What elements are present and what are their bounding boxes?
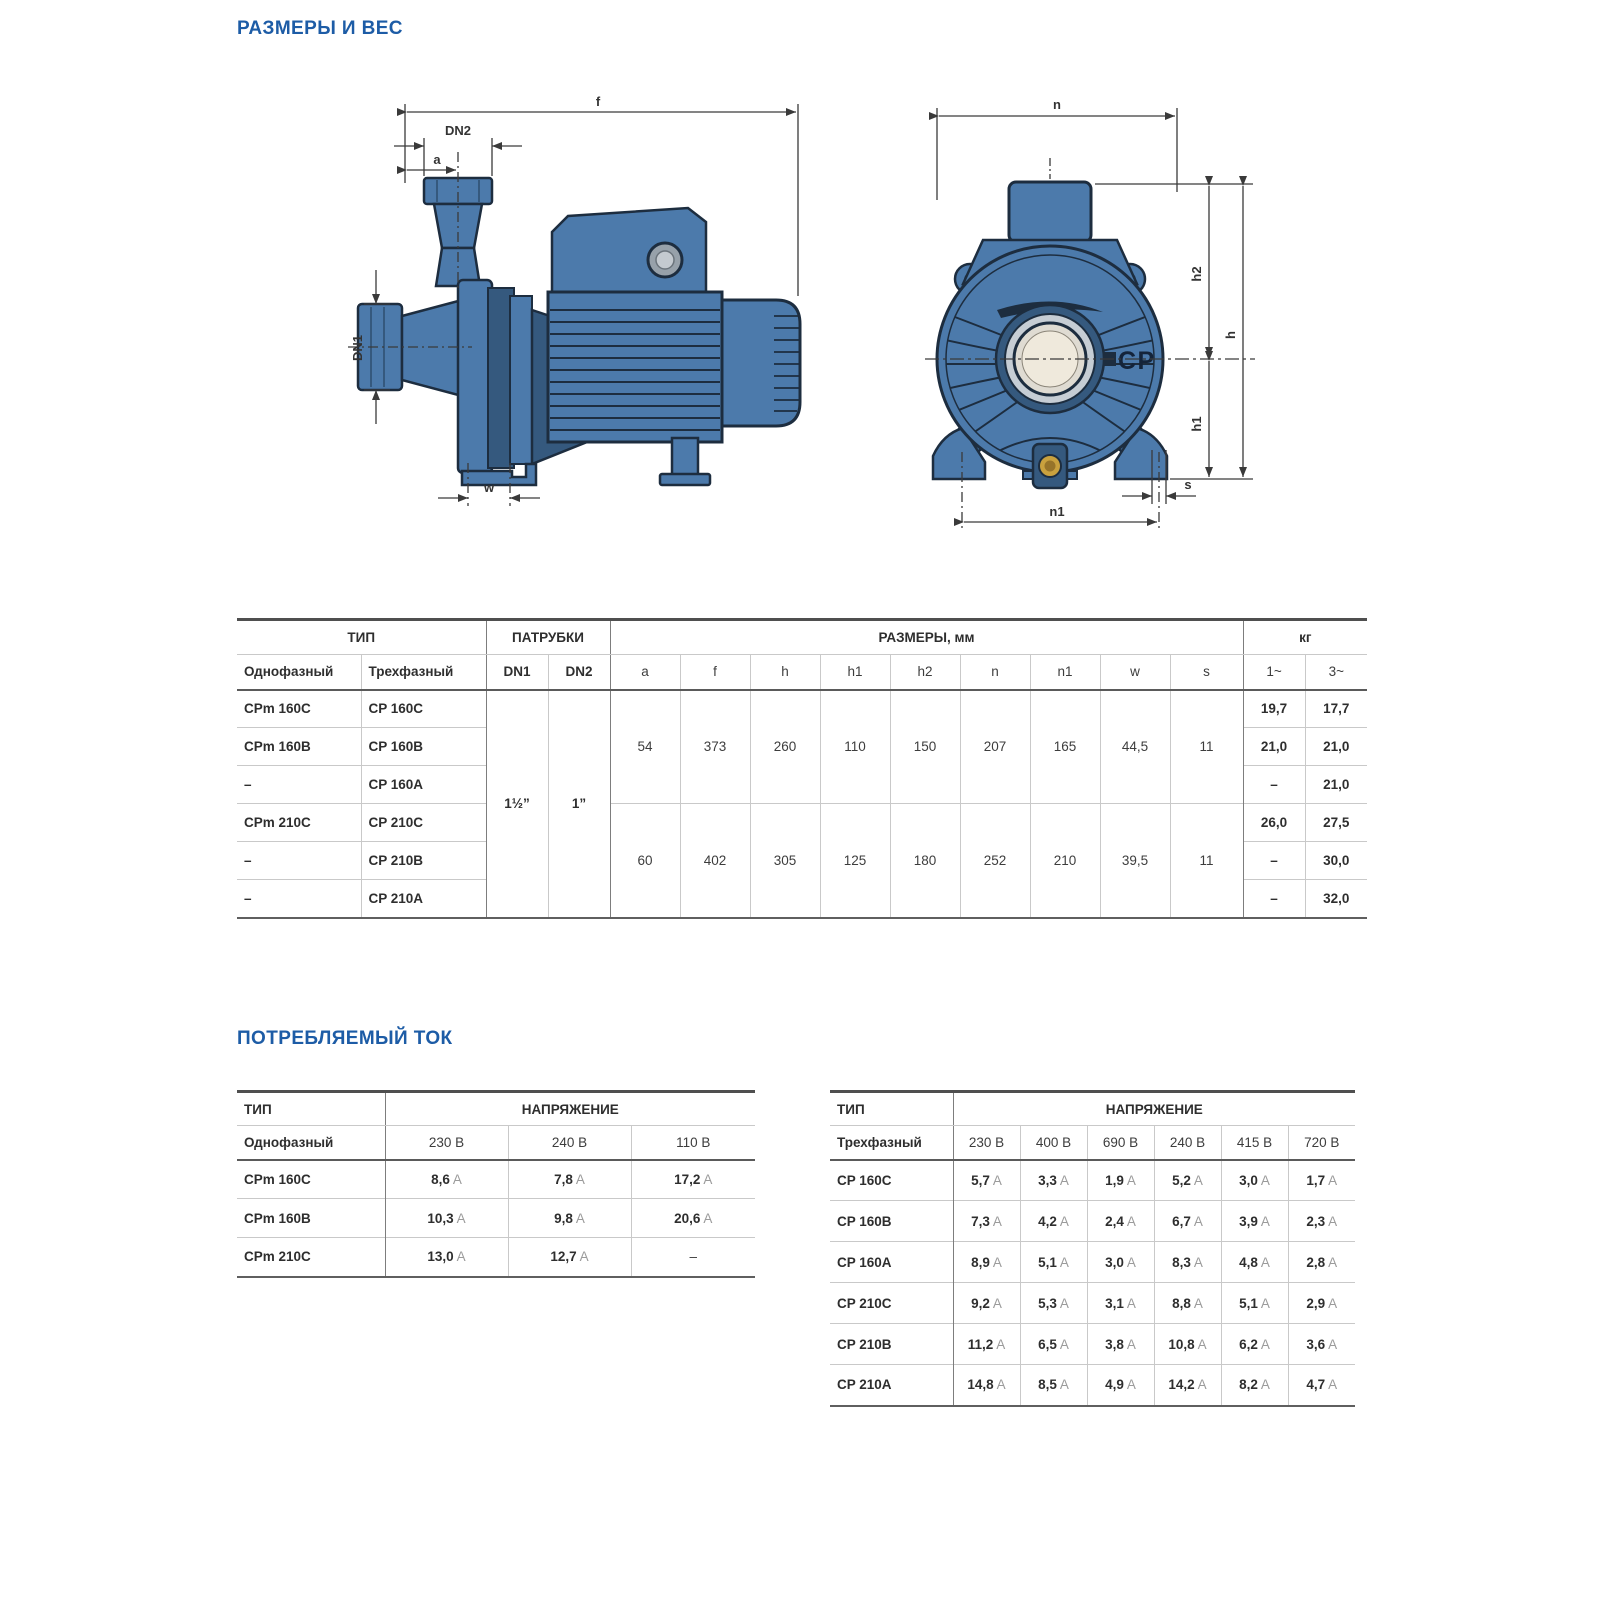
- table-row: [237, 804, 1367, 842]
- current-value-cell: 6,7 A: [1154, 1201, 1221, 1242]
- pump-type-cell: CPm 210C: [237, 1238, 385, 1277]
- pump-type-cell: CP 210C: [361, 804, 486, 842]
- current-value-cell: 7,3 A: [953, 1201, 1020, 1242]
- weight-cell: 26,0: [1243, 804, 1305, 842]
- current-value-cell: 3,9 A: [1221, 1201, 1288, 1242]
- current-value-cell: 14,8 A: [953, 1365, 1020, 1406]
- current-value-cell: 3,0 A: [1221, 1160, 1288, 1201]
- dim-value-cell: 150: [890, 690, 960, 804]
- motor-foot: [672, 438, 698, 476]
- pump-type-cell: –: [237, 766, 361, 804]
- current-value-cell: 14,2 A: [1154, 1365, 1221, 1406]
- dim-value-cell: 252: [960, 804, 1030, 918]
- current-value-cell: 8,9 A: [953, 1242, 1020, 1283]
- header-type: ТИП: [830, 1092, 953, 1126]
- dim-value-cell: 11: [1170, 804, 1243, 918]
- pump-type-cell: CP 210A: [361, 880, 486, 918]
- header-phase: Трехфазный: [837, 1134, 922, 1150]
- three-phase-current-table: [830, 1090, 1355, 1407]
- header-dn1: DN1: [486, 655, 548, 690]
- dn1-value-cell: 1½”: [486, 690, 548, 918]
- pump-side-view-drawing: [340, 78, 830, 543]
- pump-type-cell: CPm 160B: [237, 728, 361, 766]
- current-value-cell: 5,2 A: [1154, 1160, 1221, 1201]
- current-value-cell: 2,3 A: [1288, 1201, 1355, 1242]
- table-row: [830, 1324, 1355, 1365]
- current-value-cell: 4,2 A: [1020, 1201, 1087, 1242]
- current-value-cell: 2,8 A: [1288, 1242, 1355, 1283]
- current-value-cell: 4,8 A: [1221, 1242, 1288, 1283]
- header-phase: Однофазный: [244, 1134, 334, 1150]
- pump-type-cell: –: [237, 880, 361, 918]
- dim-value-cell: 305: [750, 804, 820, 918]
- pump-type-cell: CP 160B: [361, 728, 486, 766]
- pump-front-body: [933, 182, 1167, 488]
- current-value-cell: 9,8 A: [508, 1199, 631, 1238]
- pump-type-cell: CP 160A: [361, 766, 486, 804]
- table-row: [237, 1199, 755, 1238]
- header-weight-3ph: 3~: [1305, 655, 1367, 690]
- dim-label-h2: h2: [1189, 266, 1204, 282]
- dim-value-cell: 54: [610, 690, 680, 804]
- current-value-cell: 13,0 A: [385, 1238, 508, 1277]
- current-value-cell: 1,9 A: [1087, 1160, 1154, 1201]
- dim-value-cell: 402: [680, 804, 750, 918]
- header-ports-group: ПАТРУБКИ: [486, 620, 610, 655]
- current-value-cell: 6,2 A: [1221, 1324, 1288, 1365]
- weight-cell: 21,0: [1243, 728, 1305, 766]
- header-dim-h: h: [750, 655, 820, 690]
- header-dim-f: f: [680, 655, 750, 690]
- header-dn2: DN2: [548, 655, 610, 690]
- header-voltage: НАПРЯЖЕНИЕ: [953, 1092, 1355, 1126]
- current-value-cell: 8,3 A: [1154, 1242, 1221, 1283]
- pump-front-view-drawing: [905, 52, 1280, 572]
- weight-cell: –: [1243, 842, 1305, 880]
- dim-label-f: f: [595, 94, 601, 109]
- cp-logo: CP: [1118, 347, 1156, 375]
- dim-label-n1: n1: [1049, 504, 1065, 519]
- dim-label-a: a: [433, 152, 441, 167]
- header-type: ТИП: [237, 1092, 385, 1126]
- header-dim-a: a: [610, 655, 680, 690]
- current-value-cell: 3,6 A: [1288, 1324, 1355, 1365]
- dim-value-cell: 260: [750, 690, 820, 804]
- voltage-col-header: 230 В: [953, 1126, 1020, 1160]
- dim-value-cell: 44,5: [1100, 690, 1170, 804]
- weight-cell: 21,0: [1305, 728, 1367, 766]
- header-voltage: НАПРЯЖЕНИЕ: [385, 1092, 755, 1126]
- current-value-cell: 1,7 A: [1288, 1160, 1355, 1201]
- dim-value-cell: 210: [1030, 804, 1100, 918]
- dim-label-h1: h1: [1189, 416, 1204, 432]
- voltage-col-header: 240 В: [508, 1126, 631, 1160]
- dim-label-n: n: [1053, 97, 1061, 112]
- weight-cell: 27,5: [1305, 804, 1367, 842]
- voltage-col-header: 690 В: [1087, 1126, 1154, 1160]
- pump-type-cell: CP 160A: [830, 1242, 953, 1283]
- voltage-col-header: 240 В: [1154, 1126, 1221, 1160]
- dim-value-cell: 207: [960, 690, 1030, 804]
- pump-side-body: [358, 178, 800, 485]
- weight-cell: 30,0: [1305, 842, 1367, 880]
- current-value-cell: 2,9 A: [1288, 1283, 1355, 1324]
- weight-cell: 19,7: [1243, 690, 1305, 728]
- voltage-col-header: 400 В: [1020, 1126, 1087, 1160]
- header-dims-group: РАЗМЕРЫ, мм: [610, 620, 1243, 655]
- current-value-cell: 10,3 A: [385, 1199, 508, 1238]
- table-row: [237, 1238, 755, 1277]
- current-value-cell: 3,3 A: [1020, 1160, 1087, 1201]
- current-value-cell: –: [631, 1238, 755, 1277]
- weight-cell: –: [1243, 880, 1305, 918]
- current-value-cell: 20,6 A: [631, 1199, 755, 1238]
- header-three-phase: Трехфазный: [361, 655, 486, 690]
- dim-value-cell: 39,5: [1100, 804, 1170, 918]
- table-row: [237, 1160, 755, 1199]
- motor-foot-pad: [660, 474, 710, 485]
- pump-type-cell: CP 210B: [830, 1324, 953, 1365]
- dim-value-cell: 110: [820, 690, 890, 804]
- table-row: [830, 1160, 1355, 1201]
- dim-label-s: s: [1184, 477, 1192, 492]
- voltage-col-header: 230 В: [385, 1126, 508, 1160]
- pump-type-cell: CP 160C: [361, 690, 486, 728]
- header-weight-1ph: 1~: [1243, 655, 1305, 690]
- dimensions-weight-table: [237, 618, 1367, 919]
- header-single-phase: Однофазный: [244, 664, 334, 680]
- pump-type-cell: –: [237, 842, 361, 880]
- pump-type-cell: CPm 160C: [237, 1160, 385, 1199]
- current-value-cell: 8,5 A: [1020, 1365, 1087, 1406]
- current-value-cell: 3,8 A: [1087, 1324, 1154, 1365]
- pump-type-cell: CP 160B: [830, 1201, 953, 1242]
- section-title-dimensions: РАЗМЕРЫ И ВЕС: [237, 18, 403, 39]
- current-value-cell: 2,4 A: [1087, 1201, 1154, 1242]
- weight-cell: 32,0: [1305, 880, 1367, 918]
- weight-cell: –: [1243, 766, 1305, 804]
- current-value-cell: 12,7 A: [508, 1238, 631, 1277]
- current-value-cell: 6,5 A: [1020, 1324, 1087, 1365]
- dim-label-w: w: [483, 480, 495, 495]
- voltage-col-header: 720 В: [1288, 1126, 1355, 1160]
- current-value-cell: 5,7 A: [953, 1160, 1020, 1201]
- current-value-cell: 3,0 A: [1087, 1242, 1154, 1283]
- pump-type-cell: CP 210B: [361, 842, 486, 880]
- dim-value-cell: 125: [820, 804, 890, 918]
- table-row: [830, 1201, 1355, 1242]
- current-value-cell: 5,3 A: [1020, 1283, 1087, 1324]
- single-phase-current-table: [237, 1090, 755, 1278]
- weight-cell: 21,0: [1305, 766, 1367, 804]
- volute-plate: [458, 280, 492, 473]
- header-dim-w: w: [1100, 655, 1170, 690]
- section-title-current: ПОТРЕБЛЯЕМЫЙ ТОК: [237, 1028, 453, 1049]
- dim-label-h: h: [1223, 331, 1238, 339]
- current-value-cell: 5,1 A: [1020, 1242, 1087, 1283]
- current-value-cell: 4,7 A: [1288, 1365, 1355, 1406]
- current-value-cell: 11,2 A: [953, 1324, 1020, 1365]
- dn2-value-cell: 1”: [548, 690, 610, 918]
- table-row: [830, 1283, 1355, 1324]
- volute-plate: [510, 296, 532, 464]
- dim-value-cell: 180: [890, 804, 960, 918]
- current-value-cell: 17,2 A: [631, 1160, 755, 1199]
- motor-body: [548, 292, 722, 442]
- dim-value-cell: 165: [1030, 690, 1100, 804]
- pump-type-cell: CP 160C: [830, 1160, 953, 1201]
- dim-label-dn1: DN1: [350, 334, 365, 362]
- current-value-cell: 3,1 A: [1087, 1283, 1154, 1324]
- pump-type-cell: CP 210C: [830, 1283, 953, 1324]
- current-value-cell: 10,8 A: [1154, 1324, 1221, 1365]
- weight-cell: 17,7: [1305, 690, 1367, 728]
- header-weight-group: кг: [1243, 620, 1367, 655]
- current-value-cell: 8,8 A: [1154, 1283, 1221, 1324]
- header-dim-s: s: [1170, 655, 1243, 690]
- current-value-cell: 9,2 A: [953, 1283, 1020, 1324]
- current-value-cell: 7,8 A: [508, 1160, 631, 1199]
- header-dim-h2: h2: [890, 655, 960, 690]
- voltage-col-header: 110 В: [631, 1126, 755, 1160]
- dim-value-cell: 60: [610, 804, 680, 918]
- pump-type-cell: CP 210A: [830, 1365, 953, 1406]
- dim-value-cell: 11: [1170, 690, 1243, 804]
- pump-type-cell: CPm 160C: [237, 690, 361, 728]
- current-value-cell: 4,9 A: [1087, 1365, 1154, 1406]
- header-type-group: ТИП: [237, 620, 486, 655]
- header-dim-n: n: [960, 655, 1030, 690]
- current-value-cell: 8,2 A: [1221, 1365, 1288, 1406]
- table-row: [830, 1365, 1355, 1406]
- pump-type-cell: CPm 210C: [237, 804, 361, 842]
- top-port-cap: [1009, 182, 1091, 242]
- pump-type-cell: CPm 160B: [237, 1199, 385, 1238]
- dim-label-dn2: DN2: [444, 123, 472, 138]
- current-value-cell: 8,6 A: [385, 1160, 508, 1199]
- suction-snout: [402, 300, 462, 396]
- terminal-box: [552, 208, 706, 294]
- voltage-col-header: 415 В: [1221, 1126, 1288, 1160]
- table-row: [830, 1242, 1355, 1283]
- header-dim-h1: h1: [820, 655, 890, 690]
- dim-value-cell: 373: [680, 690, 750, 804]
- fan-cover: [722, 300, 800, 426]
- current-value-cell: 5,1 A: [1221, 1283, 1288, 1324]
- header-dim-n1: n1: [1030, 655, 1100, 690]
- table-row: [237, 690, 1367, 728]
